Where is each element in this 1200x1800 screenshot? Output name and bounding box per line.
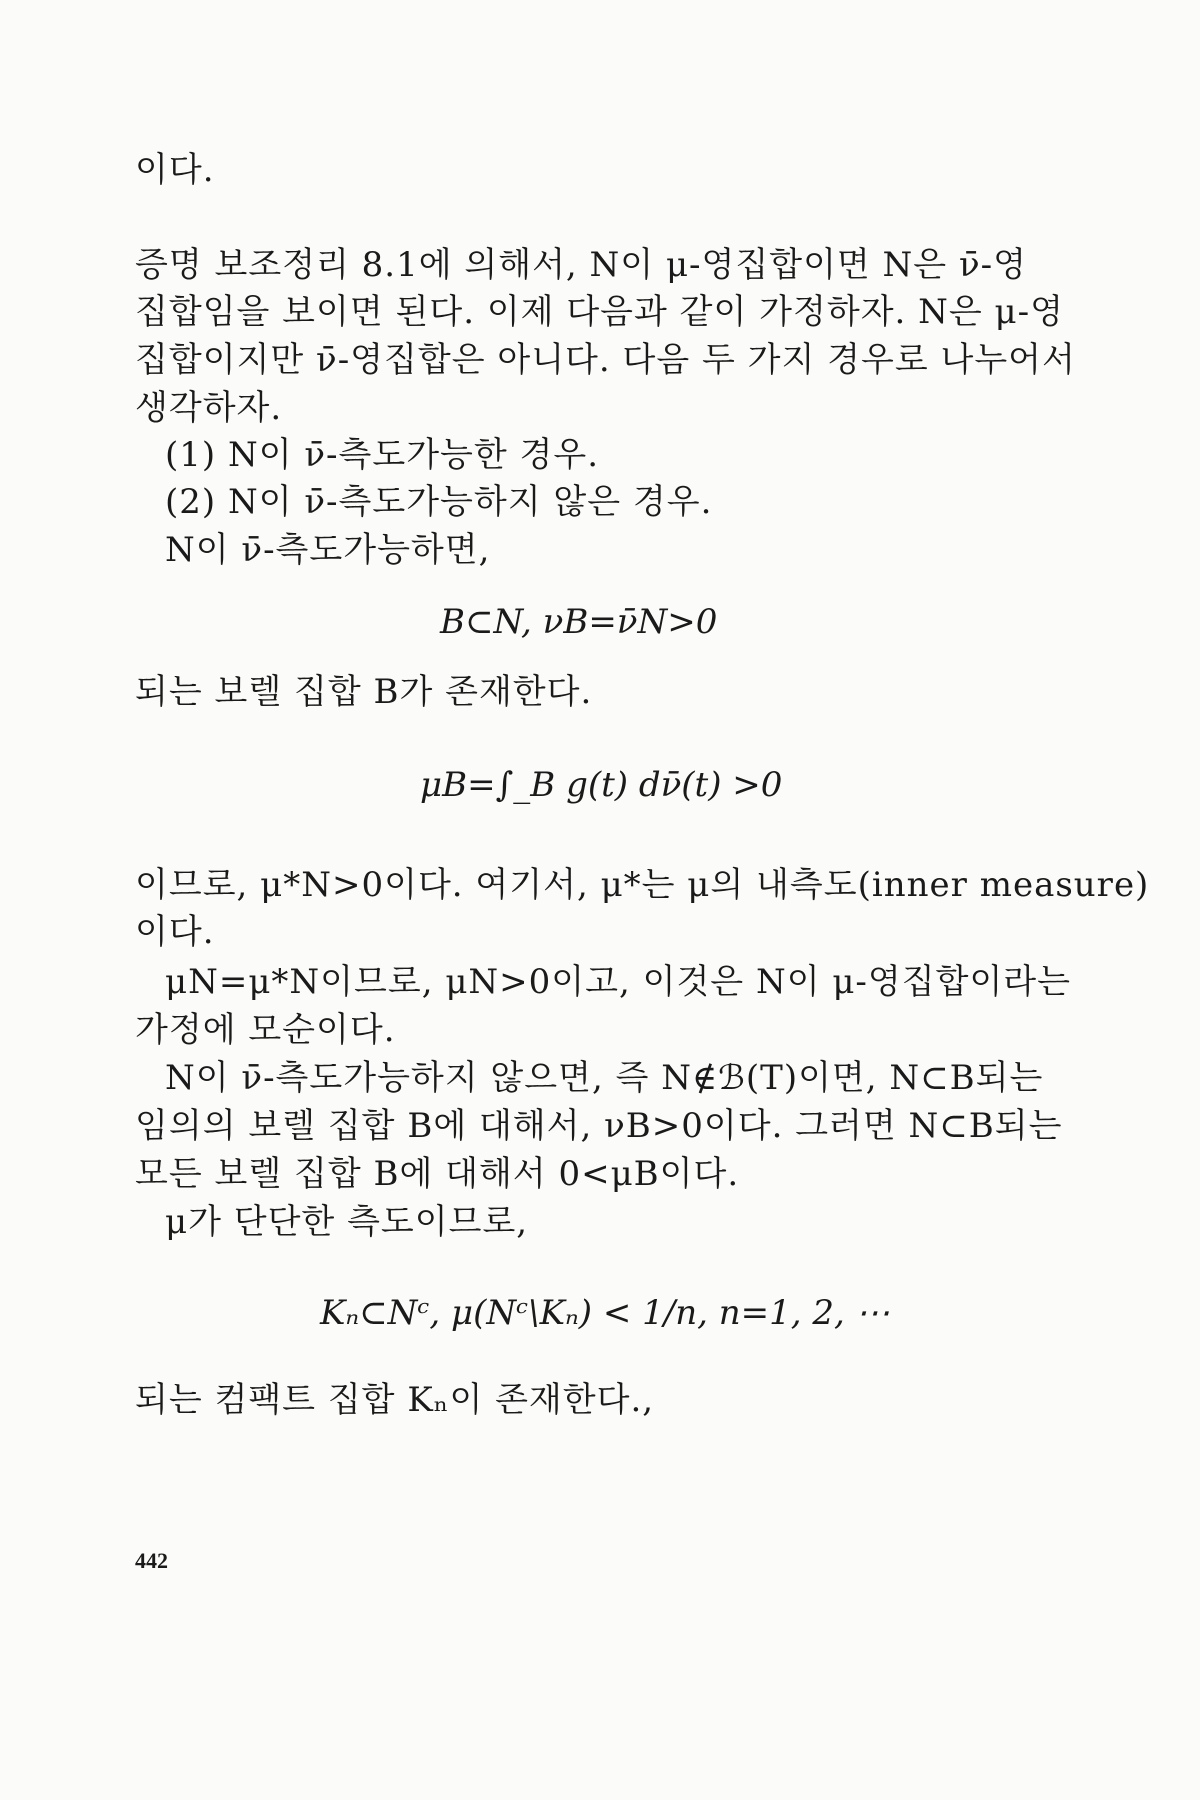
text-line: 되는 보렐 집합 B가 존재한다. [135, 672, 593, 712]
case-item-1: (1) N이 ν̄-측도가능한 경우. [165, 435, 600, 475]
text-line: 집합임을 보이면 된다. 이제 다음과 같이 가정하자. N은 μ-영 [135, 292, 1064, 332]
text-line: 집합이지만 ν̄-영집합은 아니다. 다음 두 가지 경우로 나누어서 [135, 340, 1076, 380]
text-line: 모든 보렐 집합 B에 대해서 0<μB이다. [135, 1154, 740, 1194]
equation-2: μB=∫_B g(t) dν̄(t) >0 [420, 765, 783, 805]
text-line: 이다. [135, 150, 215, 190]
text-line: 임의의 보렐 집합 B에 대해서, νB>0이다. 그러면 N⊂B되는 [135, 1106, 1063, 1146]
text-line: μN=μ*N이므로, μN>0이고, 이것은 N이 μ-영집합이라는 [165, 962, 1071, 1002]
proof-line: 증명 보조정리 8.1에 의해서, N이 μ-영집합이면 N은 ν̄-영 [135, 245, 1027, 285]
equation-3: Kₙ⊂Nᶜ, μ(Nᶜ\Kₙ) < 1/n, n=1, 2, ⋯ [320, 1293, 890, 1333]
text-line: 되는 컴팩트 집합 Kₙ이 존재한다., [135, 1380, 655, 1420]
text-line: N이 ν̄-측도가능하지 않으면, 즉 N∉ℬ(T)이면, N⊂B되는 [165, 1058, 1044, 1098]
case-item-2: (2) N이 ν̄-측도가능하지 않은 경우. [165, 482, 713, 522]
page-number: 442 [135, 1548, 168, 1573]
text-line: μ가 단단한 측도이므로, [165, 1202, 529, 1242]
text-line: N이 ν̄-측도가능하면, [165, 530, 491, 570]
text-line: 가정에 모순이다. [135, 1010, 396, 1050]
equation-1: B⊂N, νB=ν̄N>0 [440, 602, 718, 642]
text-line: 생각하자. [135, 388, 283, 428]
text-line: 이므로, μ*N>0이다. 여기서, μ*는 μ의 내측도(inner measure) [135, 865, 1150, 905]
text-line: 이다. [135, 912, 215, 952]
